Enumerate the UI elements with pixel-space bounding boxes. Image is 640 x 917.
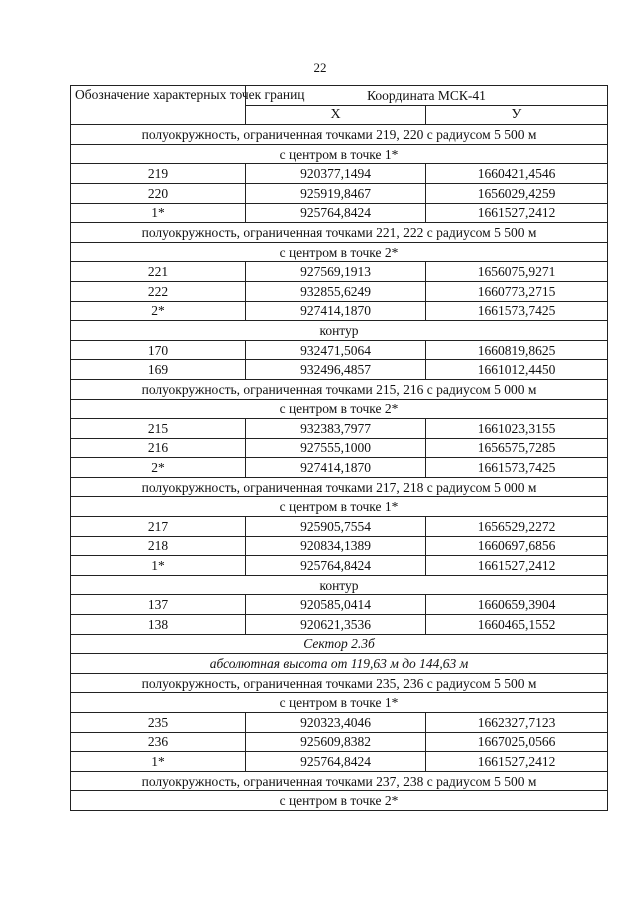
point-cell: 222 xyxy=(71,281,246,301)
y-cell: 1661527,2412 xyxy=(426,203,608,223)
note-row xyxy=(71,693,608,713)
note-row xyxy=(71,575,608,595)
note-row xyxy=(71,791,608,811)
point-cell: 215 xyxy=(71,419,246,439)
y-cell: 1661012,4450 xyxy=(426,360,608,380)
table-row xyxy=(71,517,608,537)
point-cell: 219 xyxy=(71,164,246,184)
header-coordinate: Координата МСК-41 xyxy=(246,86,608,106)
note-row xyxy=(71,144,608,164)
header-designation: Обозначение характерных точек границ xyxy=(71,86,246,125)
table-row xyxy=(71,752,608,772)
x-cell: 920585,0414 xyxy=(246,595,426,615)
y-cell: 1661573,7425 xyxy=(426,301,608,321)
y-cell: 1667025,0566 xyxy=(426,732,608,752)
point-cell: 169 xyxy=(71,360,246,380)
point-cell: 220 xyxy=(71,183,246,203)
y-cell: 1661573,7425 xyxy=(426,458,608,478)
table-row xyxy=(71,183,608,203)
note-text: контур xyxy=(71,321,608,341)
sector-row xyxy=(71,634,608,654)
table-row xyxy=(71,713,608,733)
y-cell: 1656075,9271 xyxy=(426,262,608,282)
note-row xyxy=(71,477,608,497)
x-cell: 927414,1870 xyxy=(246,458,426,478)
note-text: полуокружность, ограниченная точками 219, 220 с радиусом 5 500 м xyxy=(71,125,608,145)
note-text: с центром в точке 2* xyxy=(71,399,608,419)
table-row xyxy=(71,340,608,360)
point-cell: 218 xyxy=(71,536,246,556)
x-cell: 920834,1389 xyxy=(246,536,426,556)
point-cell: 217 xyxy=(71,517,246,537)
table-row xyxy=(71,458,608,478)
y-cell: 1662327,7123 xyxy=(426,713,608,733)
x-cell: 932496,4857 xyxy=(246,360,426,380)
y-cell: 1660773,2715 xyxy=(426,281,608,301)
sector-text: абсолютная высота от 119,63 м до 144,63 м xyxy=(71,654,608,674)
y-cell: 1661527,2412 xyxy=(426,556,608,576)
x-cell: 925764,8424 xyxy=(246,556,426,576)
point-cell: 2* xyxy=(71,301,246,321)
table-row xyxy=(71,438,608,458)
x-cell: 920377,1494 xyxy=(246,164,426,184)
table-row xyxy=(71,556,608,576)
point-cell: 1* xyxy=(71,203,246,223)
x-cell: 932471,5064 xyxy=(246,340,426,360)
sector-text: Сектор 2.3б xyxy=(71,634,608,654)
coordinates-table xyxy=(70,85,608,811)
note-text: с центром в точке 2* xyxy=(71,791,608,811)
point-cell: 170 xyxy=(71,340,246,360)
point-cell: 235 xyxy=(71,713,246,733)
x-cell: 932855,6249 xyxy=(246,281,426,301)
page-number: 22 xyxy=(313,60,327,75)
header-y: У xyxy=(426,105,608,125)
table-row xyxy=(71,164,608,184)
table-row xyxy=(71,419,608,439)
table-body xyxy=(71,125,608,811)
point-cell: 138 xyxy=(71,615,246,635)
note-text: полуокружность, ограниченная точками 221, 222 с радиусом 5 500 м xyxy=(71,223,608,243)
y-cell: 1661023,3155 xyxy=(426,419,608,439)
note-row xyxy=(71,321,608,341)
y-cell: 1656029,4259 xyxy=(426,183,608,203)
sector-row xyxy=(71,654,608,674)
y-cell: 1660421,4546 xyxy=(426,164,608,184)
note-text: с центром в точке 1* xyxy=(71,144,608,164)
point-cell: 137 xyxy=(71,595,246,615)
note-text: с центром в точке 1* xyxy=(71,497,608,517)
point-cell: 236 xyxy=(71,732,246,752)
note-text: полуокружность, ограниченная точками 235, 236 с радиусом 5 500 м xyxy=(71,673,608,693)
table-row xyxy=(71,595,608,615)
x-cell: 925905,7554 xyxy=(246,517,426,537)
y-cell: 1656529,2272 xyxy=(426,517,608,537)
x-cell: 920621,3536 xyxy=(246,615,426,635)
note-row xyxy=(71,771,608,791)
note-row xyxy=(71,497,608,517)
table-row xyxy=(71,262,608,282)
table-row xyxy=(71,536,608,556)
y-cell: 1660659,3904 xyxy=(426,595,608,615)
x-cell: 925919,8467 xyxy=(246,183,426,203)
point-cell: 1* xyxy=(71,752,246,772)
table-row xyxy=(71,615,608,635)
x-cell: 925764,8424 xyxy=(246,203,426,223)
note-text: с центром в точке 1* xyxy=(71,693,608,713)
header-x: X xyxy=(246,105,426,125)
x-cell: 927569,1913 xyxy=(246,262,426,282)
table-row xyxy=(71,281,608,301)
point-cell: 1* xyxy=(71,556,246,576)
y-cell: 1661527,2412 xyxy=(426,752,608,772)
x-cell: 927555,1000 xyxy=(246,438,426,458)
table-row xyxy=(71,203,608,223)
y-cell: 1660697,6856 xyxy=(426,536,608,556)
x-cell: 925609,8382 xyxy=(246,732,426,752)
x-cell: 925764,8424 xyxy=(246,752,426,772)
note-text: полуокружность, ограниченная точками 237, 238 с радиусом 5 500 м xyxy=(71,771,608,791)
note-row xyxy=(71,242,608,262)
point-cell: 221 xyxy=(71,262,246,282)
table-row xyxy=(71,732,608,752)
x-cell: 932383,7977 xyxy=(246,419,426,439)
y-cell: 1660465,1552 xyxy=(426,615,608,635)
note-text: полуокружность, ограниченная точками 217, 218 с радиусом 5 000 м xyxy=(71,477,608,497)
note-row xyxy=(71,223,608,243)
x-cell: 920323,4046 xyxy=(246,713,426,733)
note-text: полуокружность, ограниченная точками 215, 216 с радиусом 5 000 м xyxy=(71,379,608,399)
point-cell: 216 xyxy=(71,438,246,458)
point-cell: 2* xyxy=(71,458,246,478)
note-row xyxy=(71,125,608,145)
note-row xyxy=(71,379,608,399)
note-text: с центром в точке 2* xyxy=(71,242,608,262)
note-text: контур xyxy=(71,575,608,595)
table-row xyxy=(71,360,608,380)
table-row xyxy=(71,301,608,321)
y-cell: 1656575,7285 xyxy=(426,438,608,458)
note-row xyxy=(71,673,608,693)
y-cell: 1660819,8625 xyxy=(426,340,608,360)
note-row xyxy=(71,399,608,419)
x-cell: 927414,1870 xyxy=(246,301,426,321)
